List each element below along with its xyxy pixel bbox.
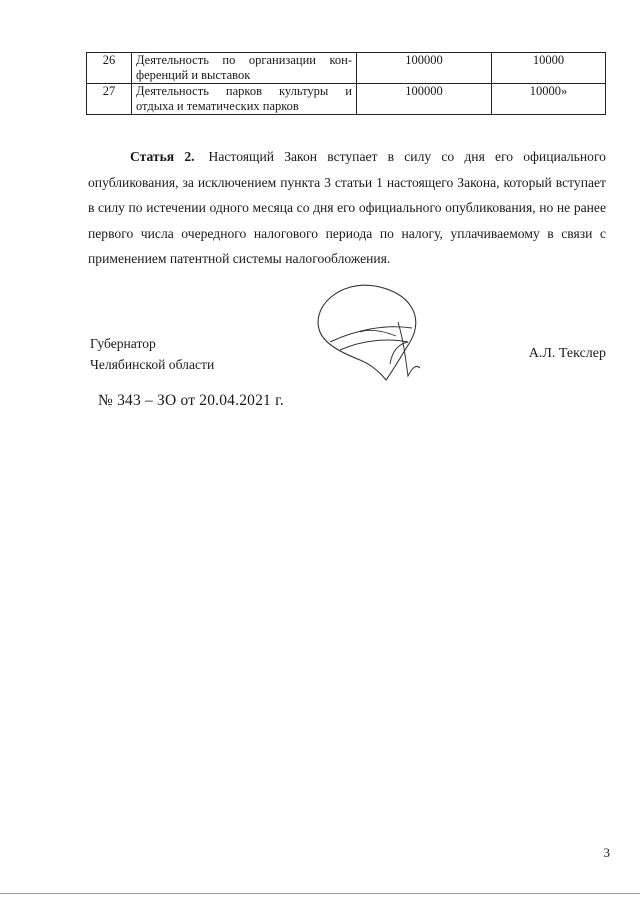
activity-name-line: Деятельность парков культуры и [136, 84, 352, 98]
potential-income-value: 100000 [357, 53, 492, 84]
rate-value: 10000» [492, 84, 606, 115]
signatory-title-line: Губернатор [90, 336, 156, 351]
activity-name-line: Деятельность по организации кон- [136, 53, 352, 67]
table-row [87, 84, 606, 115]
page-number: 3 [603, 845, 610, 860]
bottom-rule [0, 893, 640, 894]
signatory-title-line: Челябинской области [90, 357, 215, 372]
decree-number: № 343 – ЗО от 20.04.2021 г. [98, 392, 284, 409]
rate-value: 10000 [492, 53, 606, 84]
article-heading: Статья 2. [130, 149, 195, 164]
activity-name [132, 84, 357, 115]
potential-income-value: 100000 [357, 84, 492, 115]
handwritten-signature [300, 272, 430, 392]
signatory-title [90, 333, 214, 375]
row-number: 27 [87, 84, 132, 115]
article-text: Настоящий Закон вступает в силу со дня его официального опубликования, за исключением пункта 3 статьи 1 настоящего Закона, который вступает в силу по истечении одного месяца со дня его официального опубликования, но не ранее первого числа очередного налогового периода по налогу, уплачиваемому в связи с применением патентной системы налогообложения. [88, 149, 606, 267]
table-row [87, 53, 606, 84]
article-2 [88, 144, 606, 272]
activity-name-line: ференций и выставок [136, 68, 251, 82]
activity-name-line: отдыха и тематических парков [136, 99, 299, 113]
row-number: 26 [87, 53, 132, 84]
signatory-name: А.Л. Текслер [528, 346, 606, 361]
activity-name [132, 53, 357, 84]
rates-table [86, 52, 606, 115]
